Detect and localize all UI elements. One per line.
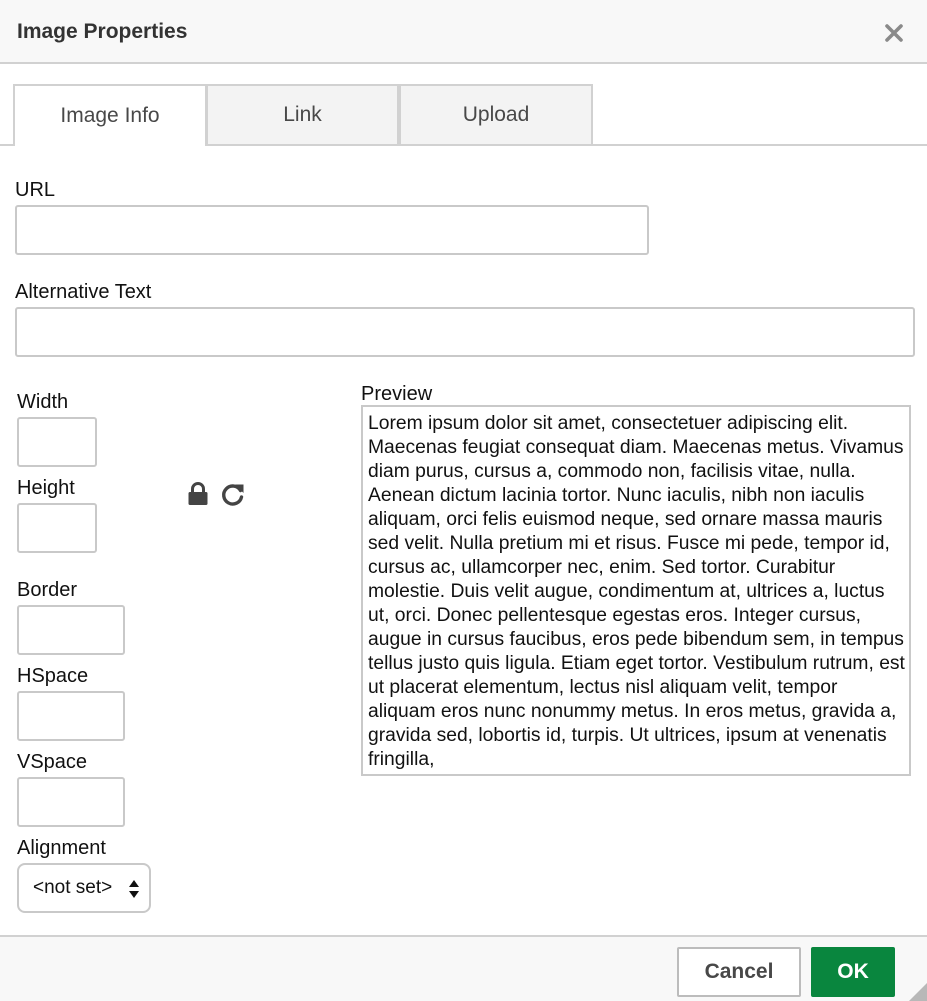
ok-button[interactable]: OK	[811, 947, 895, 997]
height-input[interactable]	[17, 503, 97, 553]
height-label: Height	[17, 477, 75, 499]
width-input[interactable]	[17, 417, 97, 467]
width-label: Width	[17, 391, 69, 413]
border-input[interactable]	[17, 605, 125, 655]
lock-icon	[186, 481, 210, 507]
tab-image-info[interactable]: Image Info	[13, 84, 207, 146]
url-label: URL	[15, 179, 56, 201]
select-arrows-icon	[128, 879, 140, 899]
vspace-input[interactable]	[17, 777, 125, 827]
cancel-button[interactable]: Cancel	[677, 947, 801, 997]
reset-size-icon	[220, 481, 246, 507]
hspace-label: HSpace	[17, 665, 89, 687]
lock-ratio-button[interactable]	[186, 481, 210, 512]
close-button[interactable]	[878, 17, 910, 49]
border-label: Border	[17, 579, 78, 601]
resize-grip-icon[interactable]	[905, 979, 927, 1001]
hspace-input[interactable]	[17, 691, 125, 741]
dialog-title: Image Properties	[17, 20, 188, 43]
alignment-label: Alignment	[17, 837, 106, 859]
alt-text-input[interactable]	[15, 307, 915, 357]
dialog-titlebar[interactable]	[0, 0, 927, 64]
url-input[interactable]	[15, 205, 649, 255]
close-icon	[884, 23, 904, 43]
reset-size-button[interactable]	[220, 481, 246, 512]
tab-link[interactable]: Link	[206, 84, 399, 144]
alt-text-label: Alternative Text	[15, 281, 152, 303]
alignment-value: <not set>	[33, 877, 113, 898]
preview-text: Lorem ipsum dolor sit amet, consectetuer adipiscing elit. Maecenas feugiat consequat diam. Maecenas metus. Vivamus diam purus, cursus a, commodo non, facilisis vitae, nulla. Aenean dictum lacinia tortor. Nunc iaculis, nibh non iaculis aliquam, orci felis euismod neque, sed ornare massa mauris sed velit. Nulla pretium mi et risus. Fusce mi pede, tempor id, cursus ac, ullamcorper nec, enim. Sed tortor. Curabitur molestie. Duis velit augue, condimentum at, ultrices a, luctus ut, orci. Donec pellentesque egestas eros. Integer cursus, augue in cursus faucibus, eros pede bibendum sem, in tempus tellus justo quis ligula. Etiam eget tortor. Vestibulum rutrum, est ut placerat elementum, lectus nisl aliquam velit, tempor aliquam eros nunc nonummy metus. In eros metus, gravida a, gravida sed, lobortis id, turpis. Ut ultrices, ipsum at venenatis fringilla,	[368, 413, 905, 770]
preview-box	[361, 405, 911, 776]
alignment-select[interactable]	[17, 863, 151, 913]
tab-upload[interactable]: Upload	[399, 84, 593, 144]
preview-label: Preview	[361, 383, 433, 405]
vspace-label: VSpace	[17, 751, 88, 773]
